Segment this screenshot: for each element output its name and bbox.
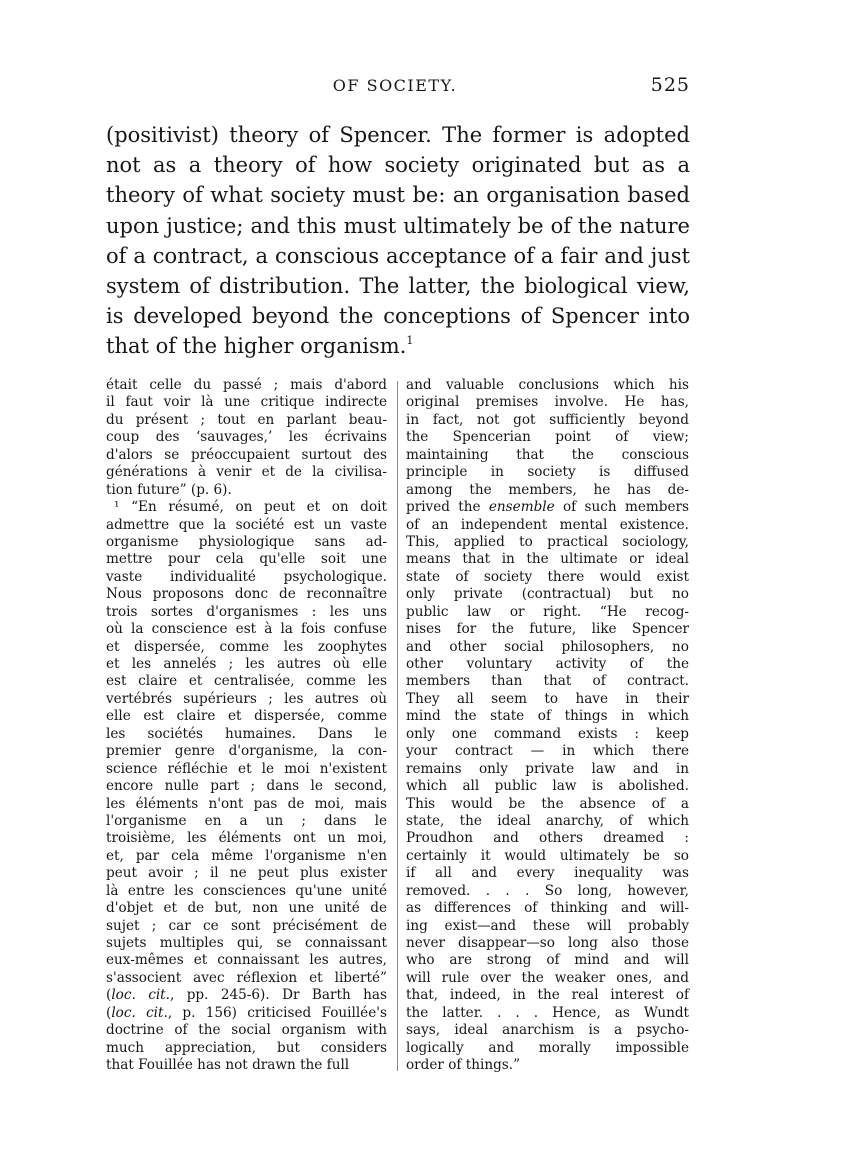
italic-term: loc. cit. [111,987,170,1004]
footnote-line: state, the ideal anarchy, of which [406,812,689,829]
footnote-line: s'associent avec réflexion et liberté” [106,969,387,986]
italic-term: ensemble [488,499,555,516]
footnote-line: This would be the absence of a [406,795,689,812]
footnote-line: elle est claire et dispersée, comme [106,708,387,725]
footnote-column-right [406,377,689,1075]
footnote-line: du présent ; tout en parlant beau- [106,411,387,428]
footnote-line: original premises involve. He has, [406,394,689,411]
text-line: system of distribution. The latter, the biological view, [106,273,690,298]
footnote-line: and other social philosophers, no [406,638,689,655]
footnote-line: They all seem to have in their [406,690,689,707]
footnote-line: This, applied to practical sociology, [406,533,689,550]
footnote-line: coup des ‘sauvages,’ les écrivains [106,429,387,446]
text-line: of a contract, a conscious acceptance of a fair and just [106,243,690,268]
footnote-line: state of society there would exist [406,568,689,585]
footnote-line: doctrine of the social organism with [106,1022,387,1039]
footnote-line: other voluntary activity of the [406,656,689,672]
footnote-line: that Fouillée has not drawn the full [106,1057,350,1074]
text-line-content: that of the higher organism. [106,334,407,359]
footnote-line: et, par cela même l'organisme n'en [106,847,387,864]
footnote-line: eux-mêmes et connaissant les autres, [106,952,387,969]
footnote-line: vaste individualité psychologique. [106,568,387,585]
footnote-line: sujets multiples qui, se connaissant [106,935,387,951]
footnote-line: encore nulle part ; dans le second, [106,778,387,795]
page-number: 525 [650,74,690,96]
footnote-line: les sociétés humaines. Dans le [106,725,387,742]
footnote-line: among the members, he has de- [406,481,689,498]
footnote-line: of an independent mental existence. [406,516,689,533]
footnote-line: et dispersée, comme les zoophytes [106,638,387,655]
footnote-line: which all public law is abolished. [406,778,689,795]
footnote-line: Proudhon and others dreamed : [406,830,689,847]
footnote-line: nises for the future, like Spencer [406,621,689,638]
footnote-line: les éléments n'ont pas de moi, mais [106,795,387,812]
footnote-line: (loc. cit., pp. 245-6). Dr Barth has [106,987,387,1004]
footnote-line: était celle du passé ; mais d'abord [106,377,387,393]
footnote-line: means that in the ultimate or ideal [406,551,689,568]
footnote-line: trois sortes d'organismes : les uns [106,603,387,620]
footnote-line: that, indeed, in the real interest of [406,987,689,1004]
footnote-line: est claire et centralisée, comme les [106,673,387,690]
main-paragraph [106,120,690,362]
footnote-line: certainly it would ultimately be so [406,847,689,864]
footnote-line: où la conscience est à la fois confuse [106,621,387,638]
footnote-line: et les annelés ; les autres où elle [106,656,387,672]
footnote-line: who are strong of mind and will [406,952,689,969]
footnote-line: principle in society is diffused [406,464,689,481]
footnote-line: (loc. cit., p. 156) criticised Fouillée's [106,1004,387,1021]
footnote-line: remains only private law and in [406,760,689,777]
footnote-column-left [106,377,387,1075]
footnote-line: says, ideal anarchism is a psycho- [406,1022,689,1039]
footnote-line: members than that of contract. [406,673,689,690]
footnote-line: only private (contractual) but no [406,586,689,603]
footnote-line: troisième, les éléments ont un moi, [106,830,387,847]
footnote-line: Nous proposons donc de reconnaître [106,586,387,603]
footnote-line: only one command exists : keep [406,725,689,742]
running-head [100,74,690,102]
text-line: not as a theory of how society originated but as a [106,153,690,178]
footnote-line: là entre les consciences qu'une unité [106,882,387,899]
footnote-line: il faut voir là une critique indirecte [106,394,387,411]
running-title: OF SOCIETY. [332,76,458,95]
footnote-line: d'alors se préoccupaient surtout des [106,446,387,463]
footnote-line: public law or right. “He recog- [406,603,689,620]
column-divider [397,381,398,1071]
text-line-last [106,331,690,361]
footnote-line: l'organisme en a un ; dans le [106,812,387,829]
footnote-line: générations à venir et de la civilisa- [106,464,387,481]
footnote-line: if all and every inequality was [406,865,689,882]
footnote-line: prived the ensemble of such members [406,499,689,516]
text-line: theory of what society must be: an organisation based [106,183,690,208]
footnote-line: mettre pour cela qu'elle soit une [106,551,387,568]
footnote-line: ¹ “En résumé, on peut et on doit [114,499,387,516]
footnote-line: peut avoir ; il ne peut plus exister [106,865,387,882]
footnote-line: ing exist—and these will probably [406,917,689,934]
footnote-line: the Spencerian point of view; [406,429,689,446]
footnote-line: much appreciation, but considers [106,1039,387,1056]
text-line: upon justice; and this must ultimately be of the nature [106,213,690,238]
footnote-line: maintaining that the conscious [406,446,689,463]
footnote-line: order of things.” [406,1057,521,1074]
footnote-line: organisme physiologique sans ad- [106,533,387,550]
italic-term: loc. cit. [111,1004,168,1021]
footnote-line: logically and morally impossible [406,1039,689,1056]
footnote-line: the latter. . . . Hence, as Wundt [406,1004,689,1021]
footnote-line: removed. . . . So long, however, [406,882,689,899]
footnote-line: vertébrés supérieurs ; les autres où [106,690,387,707]
footnote-line: tion future” (p. 6). [106,481,232,498]
footnote-line: sujet ; car ce sont précisément de [106,917,387,934]
footnote-marker: 1 [406,334,414,348]
footnote-line: never disappear—so long also those [406,935,689,951]
footnote-line: science réfléchie et le moi n'existent [106,760,387,777]
footnote-line: in fact, not got sufficiently beyond [406,411,689,428]
text-line: (positivist) theory of Spencer. The former is adopted [106,123,690,147]
footnote-line: and valuable conclusions which his [406,377,689,393]
text-line: is developed beyond the conceptions of Spencer into [106,304,690,329]
footnote-line: will rule over the weaker ones, and [406,969,689,986]
footnote-line: admettre que la société est un vaste [106,516,387,533]
footnote-line: as differences of thinking and will- [406,900,689,917]
footnote-line: mind the state of things in which [406,708,689,725]
footnote-line: d'objet et de but, non une unité de [106,900,387,917]
footnote-line: premier genre d'organisme, la con- [106,743,387,760]
footnote-line: your contract — in which there [406,743,689,760]
